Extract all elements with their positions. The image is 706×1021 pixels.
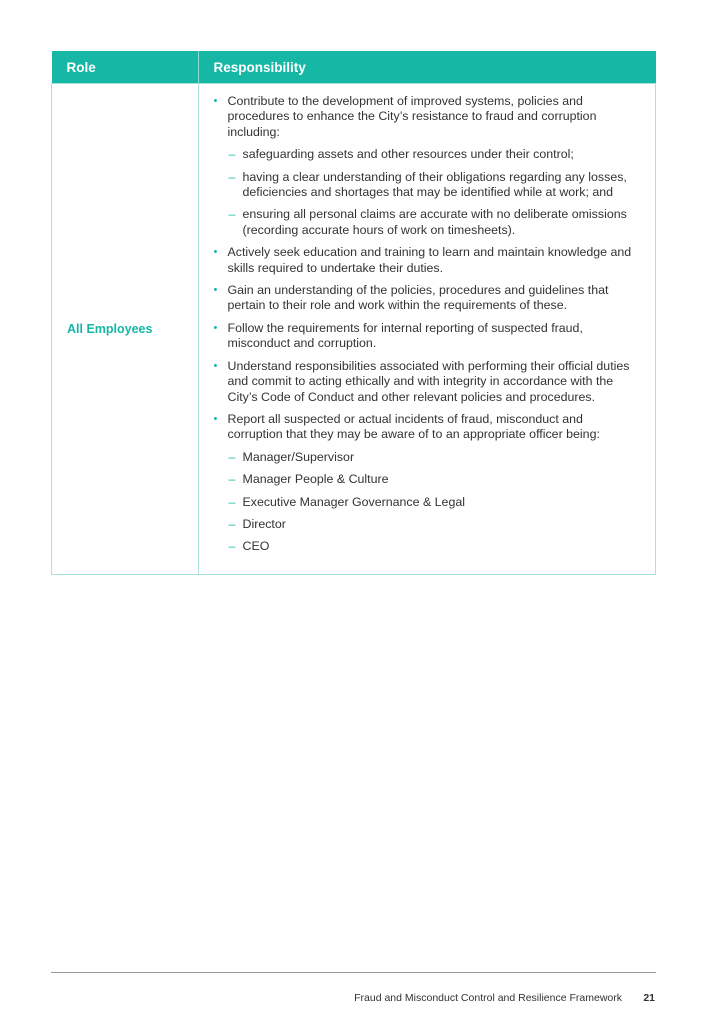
responsibility-item [213,412,636,555]
responsibility-item: • Gain an understanding of the policies, procedures and guidelines that pertain to their role and work within the requirements of these. [213,283,636,314]
responsibility-item [213,94,636,238]
table-header-row [52,51,656,84]
officer-item: – CEO [228,539,636,554]
header-responsibility: Responsibility [198,51,656,84]
responsibility-table [51,51,656,575]
table-row [52,84,656,575]
responsibility-text: Contribute to the development of improved systems, policies and procedures to enhance the City’s resistance to fraud and corruption including: [227,94,597,139]
officer-item: – Director [228,517,636,532]
sub-list [228,147,636,238]
sub-item: – safeguarding assets and other resources under their control; [228,147,636,162]
sub-item: – ensuring all personal claims are accurate with no deliberate omissions (recording accurate hours of work on timesheets). [228,207,636,238]
officer-item: – Executive Manager Governance & Legal [228,495,636,510]
responsibility-cell [198,84,656,575]
officer-list [228,450,636,555]
role-cell: All Employees [52,84,199,575]
footer-title: Fraud and Misconduct Control and Resilience Framework [354,992,622,1004]
responsibility-item: • Actively seek education and training to learn and maintain knowledge and skills required to undertake their duties. [213,245,636,276]
sub-item: – having a clear understanding of their obligations regarding any losses, deficiencies and shortages that may be identified while at work; and [228,170,636,201]
officer-item: – Manager/Supervisor [228,450,636,465]
header-role: Role [52,51,199,84]
responsibility-list [213,94,636,555]
responsibility-item: • Understand responsibilities associated with performing their official duties and commit to acting ethically and with integrity in accordance with the City’s Code of Conduct and other relevant policies and procedures. [213,359,636,405]
responsibility-text: Report all suspected or actual incidents of fraud, misconduct and corruption that they may be aware of to an appropriate officer being: [227,411,600,442]
officer-item: – Manager People & Culture [228,472,636,487]
footer-divider [51,972,656,973]
responsibility-item: • Follow the requirements for internal reporting of suspected fraud, misconduct and corruption. [213,321,636,352]
page-number: 21 [643,992,655,1004]
